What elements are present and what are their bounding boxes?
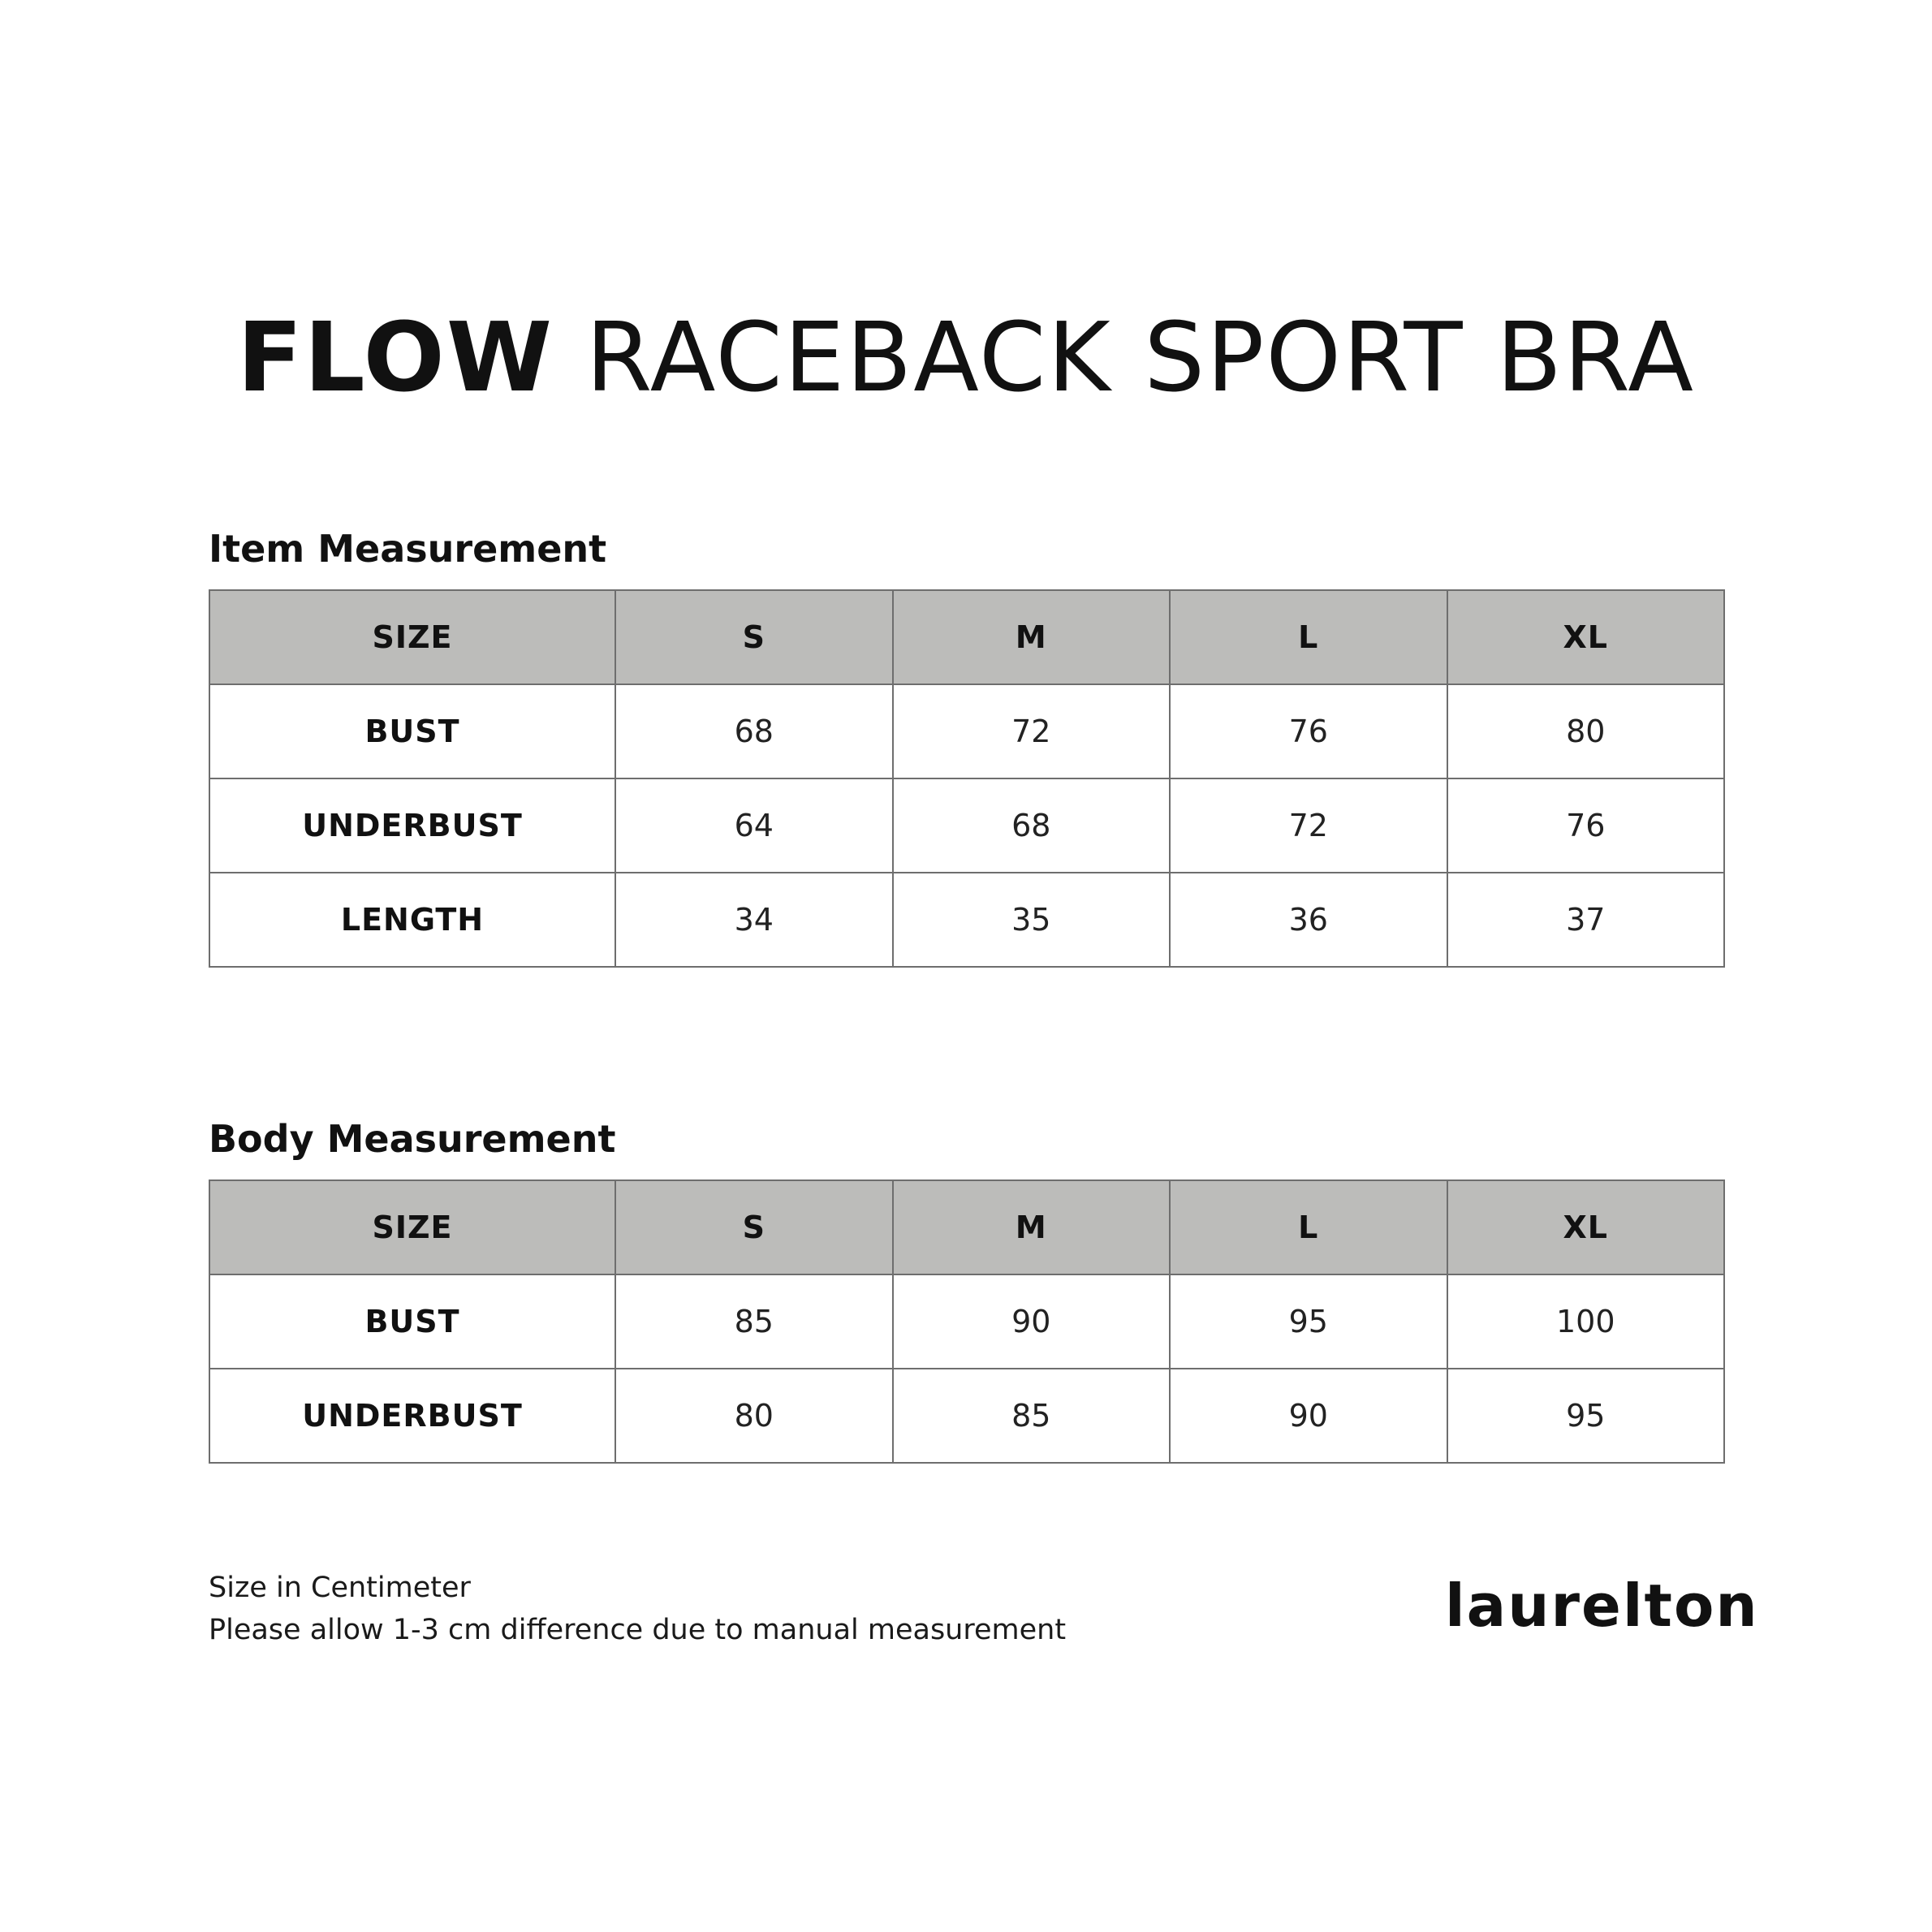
row-label: LENGTH	[209, 873, 615, 967]
table-cell: 76	[1170, 684, 1447, 778]
header-cell: SIZE	[209, 590, 615, 684]
table-cell: 34	[615, 873, 893, 967]
header-cell: L	[1170, 1180, 1447, 1274]
table-cell: 72	[1170, 778, 1447, 873]
table-cell: 80	[615, 1369, 893, 1463]
table-cell: 90	[893, 1274, 1171, 1369]
row-label: UNDERBUST	[209, 778, 615, 873]
table-cell: 95	[1447, 1369, 1725, 1463]
table-header-row	[209, 1180, 1724, 1274]
body-measurement-table	[209, 1179, 1725, 1464]
units-note: Size in Centimeter	[209, 1572, 471, 1604]
table-cell: 76	[1447, 778, 1725, 873]
header-cell: XL	[1447, 590, 1725, 684]
table-row	[209, 778, 1724, 873]
table-cell: 36	[1170, 873, 1447, 967]
row-label: BUST	[209, 1274, 615, 1369]
row-label: UNDERBUST	[209, 1369, 615, 1463]
title-product-name: RACEBACK SPORT BRA	[585, 301, 1696, 413]
table-cell: 90	[1170, 1369, 1447, 1463]
brand-logo: laurelton	[1445, 1572, 1759, 1640]
table-cell: 68	[893, 778, 1171, 873]
header-cell: SIZE	[209, 1180, 615, 1274]
table-cell: 68	[615, 684, 893, 778]
table-cell: 85	[893, 1369, 1171, 1463]
tolerance-note: Please allow 1-3 cm difference due to manual measurement	[209, 1614, 1067, 1646]
table-cell: 72	[893, 684, 1171, 778]
table-cell: 85	[615, 1274, 893, 1369]
table-cell: 100	[1447, 1274, 1725, 1369]
table-row	[209, 684, 1724, 778]
table-cell: 80	[1447, 684, 1725, 778]
table-row	[209, 873, 1724, 967]
header-cell: XL	[1447, 1180, 1725, 1274]
item-measurement-heading: Item Measurement	[209, 527, 607, 571]
header-cell: L	[1170, 590, 1447, 684]
table-cell: 37	[1447, 873, 1725, 967]
title-product-line: FLOW	[236, 301, 554, 413]
table-header-row	[209, 590, 1724, 684]
header-cell: S	[615, 590, 893, 684]
table-cell: 95	[1170, 1274, 1447, 1369]
row-label: BUST	[209, 684, 615, 778]
measurement-notes	[209, 1567, 1066, 1651]
page-title	[0, 292, 1932, 422]
table-row	[209, 1369, 1724, 1463]
header-cell: M	[893, 1180, 1171, 1274]
table-cell: 64	[615, 778, 893, 873]
table-row	[209, 1274, 1724, 1369]
header-cell: S	[615, 1180, 893, 1274]
body-measurement-heading: Body Measurement	[209, 1117, 616, 1161]
table-cell: 35	[893, 873, 1171, 967]
item-measurement-table	[209, 589, 1725, 968]
header-cell: M	[893, 590, 1171, 684]
